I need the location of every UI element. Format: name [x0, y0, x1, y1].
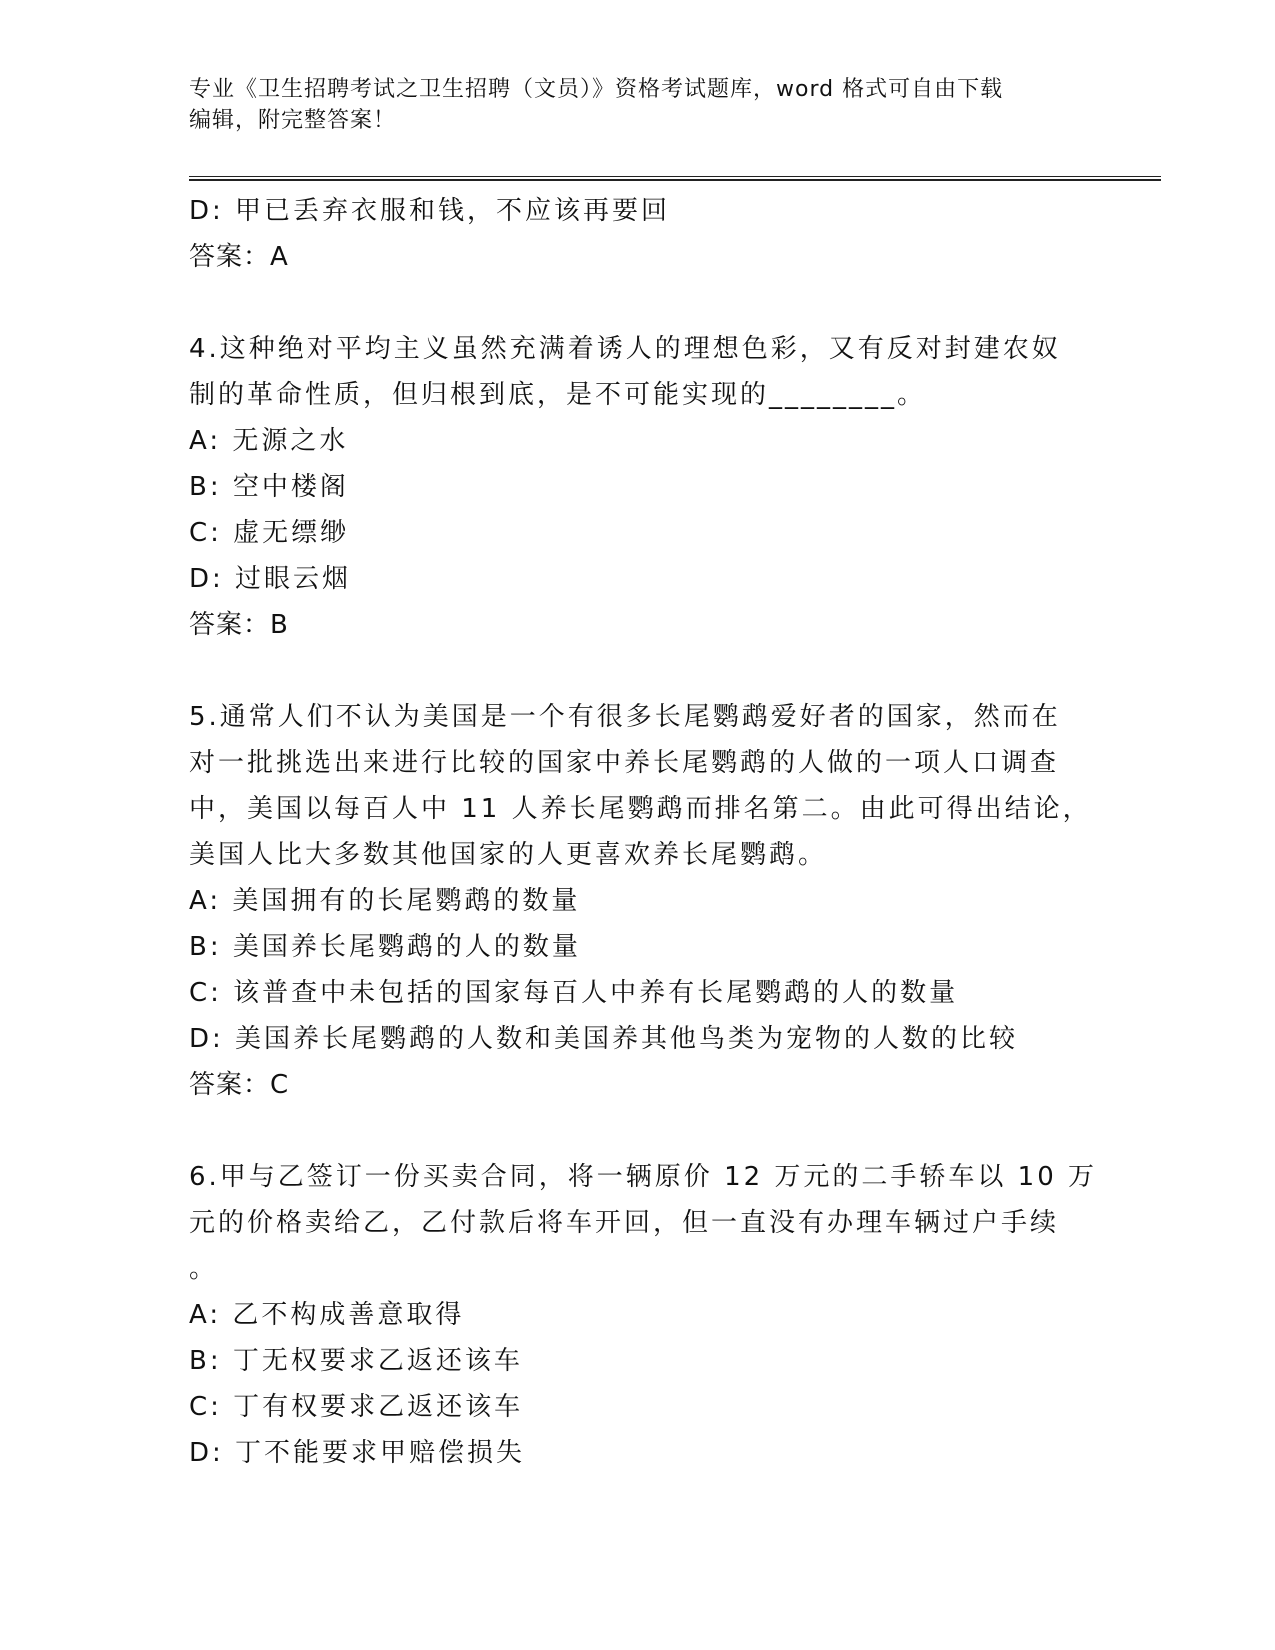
q4-option-b: B: 空中楼阁 [189, 472, 349, 502]
q5-option-d: D: 美国养长尾鹦鹉的人数和美国养其他鸟类为宠物的人数的比较 [189, 1024, 1019, 1054]
q6-option-c: C: 丁有权要求乙返还该车 [189, 1392, 524, 1422]
q6-option-a: A: 乙不构成善意取得 [189, 1300, 465, 1330]
q4-stem-line-1: 4.这种绝对平均主义虽然充满着诱人的理想色彩，又有反对封建农奴 [189, 334, 1061, 364]
q6-option-d: D: 丁不能要求甲赔偿损失 [189, 1438, 526, 1468]
q4-option-d: D: 过眼云烟 [189, 564, 352, 594]
header-divider [189, 176, 1161, 181]
q5-stem-line-2: 对一批挑选出来进行比较的国家中养长尾鹦鹉的人做的一项人口调查 [189, 748, 1060, 778]
q3-answer: 答案：A [189, 242, 289, 272]
question-4 [189, 326, 1079, 648]
q5-option-b: B: 美国养长尾鹦鹉的人的数量 [189, 932, 581, 962]
q5-option-a: A: 美国拥有的长尾鹦鹉的数量 [189, 886, 581, 916]
header-line-1: 专业《卫生招聘考试之卫生招聘（文员）》资格考试题库，word 格式可自由下载 [189, 77, 1004, 102]
q5-stem-line-3: 中，美国以每百人中 11 人养长尾鹦鹉而排名第二。由此可得出结论， [189, 794, 1092, 824]
q3-option-d: D: 甲已丢弃衣服和钱，不应该再要回 [189, 196, 671, 226]
document-header [189, 74, 1089, 136]
q5-stem-line-1: 5.通常人们不认为美国是一个有很多长尾鹦鹉爱好者的国家，然而在 [189, 702, 1061, 732]
spacer [189, 1108, 1079, 1154]
q6-option-b: B: 丁无权要求乙返还该车 [189, 1346, 523, 1376]
q4-answer: 答案：B [189, 610, 289, 640]
q4-option-c: C: 虚无缥缈 [189, 518, 350, 548]
question-6 [189, 1154, 1098, 1476]
spacer [189, 648, 1079, 694]
q6-stem-line-3: 。 [189, 1254, 219, 1284]
q4-option-a: A: 无源之水 [189, 426, 349, 456]
q6-stem-line-2: 元的价格卖给乙，乙付款后将车开回，但一直没有办理车辆过户手续 [189, 1208, 1060, 1238]
spacer [189, 280, 1079, 326]
q5-option-c: C: 该普查中未包括的国家每百人中养有长尾鹦鹉的人的数量 [189, 978, 959, 1008]
question-5 [189, 694, 1092, 1108]
question-content [189, 188, 1098, 1476]
header-line-2: 编辑，附完整答案！ [189, 108, 397, 133]
q5-stem-line-4: 美国人比大多数其他国家的人更喜欢养长尾鹦鹉。 [189, 840, 828, 870]
question-3 [189, 188, 1079, 280]
q6-stem-line-1: 6.甲与乙签订一份买卖合同，将一辆原价 12 万元的二手轿车以 10 万 [189, 1162, 1098, 1192]
q4-stem-line-2: 制的革命性质，但归根到底，是不可能实现的________。 [189, 380, 927, 410]
q5-answer: 答案：C [189, 1070, 290, 1100]
